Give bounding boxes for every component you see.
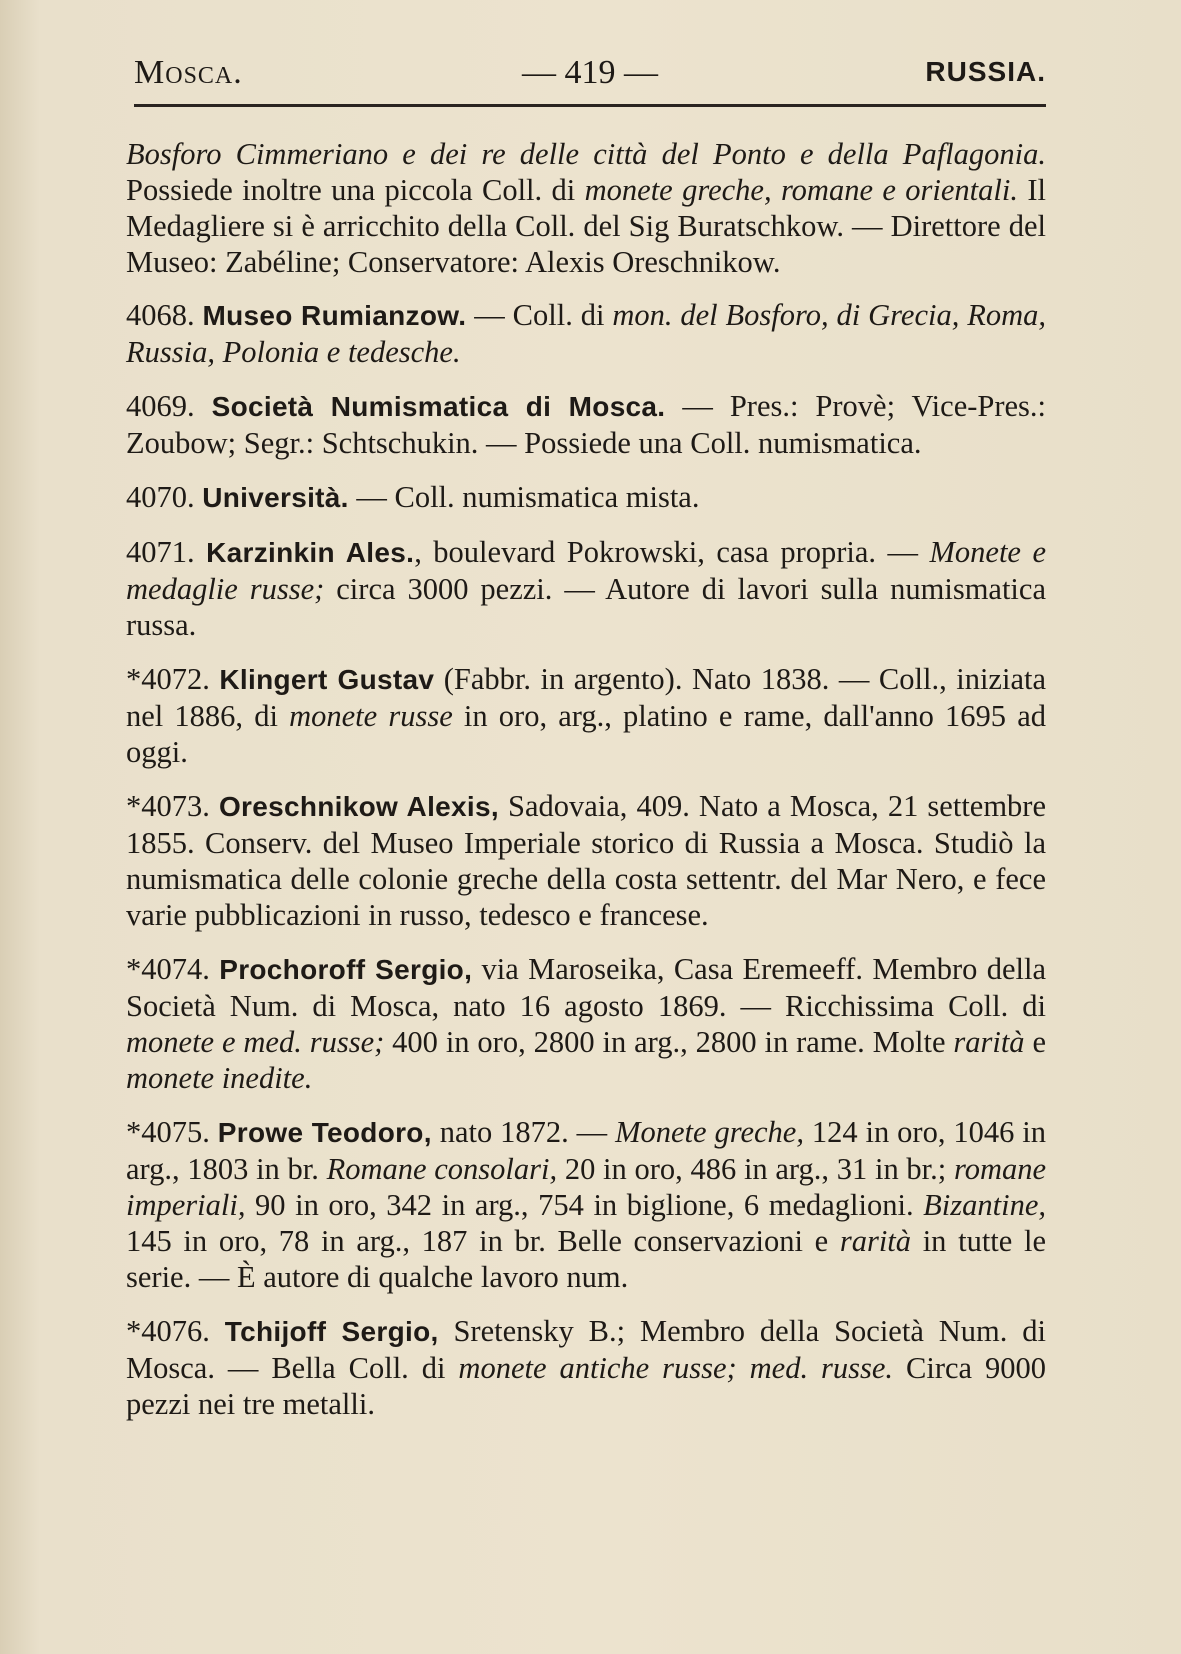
entry-text-italic: monete russe <box>289 699 453 733</box>
entry-number: *4075. <box>126 1115 210 1149</box>
entry-4072 <box>126 661 1046 770</box>
entry-text-italic: monete antiche russe; med. russe. <box>458 1351 894 1385</box>
entry-number: 4068. <box>126 298 195 332</box>
entry-text-italic: rarità <box>839 1224 912 1258</box>
entry-4076 <box>126 1313 1046 1422</box>
entry-name: Prochoroff Sergio, <box>219 954 473 985</box>
entry-number: 4070. <box>126 480 195 514</box>
header-rule <box>134 104 1046 107</box>
entry-text: in tutte le serie. — È autore di qualche lavoro num. <box>126 1224 1046 1294</box>
header-country: RUSSIA. <box>925 56 1046 87</box>
entry-4075 <box>126 1114 1046 1295</box>
entry-text-italic: romane imperiali, <box>126 1152 1047 1222</box>
entry-text: 20 in oro, 486 in arg., 31 in br.; <box>557 1152 954 1186</box>
entry-text-italic: rarità <box>953 1025 1025 1059</box>
entry-text: e <box>1024 1025 1046 1059</box>
entry-number: 4069. <box>126 389 195 423</box>
entry-text: , boulevard Pokrowski, casa propria. — <box>414 535 930 569</box>
page-number: — 419 — <box>522 54 658 91</box>
entry-number: *4076. <box>126 1314 210 1348</box>
entry-name: Karzinkin Ales. <box>206 537 415 568</box>
entry-number: *4074. <box>126 952 210 986</box>
entry-text: 400 in oro, 2800 in arg., 2800 in rame. Molte <box>384 1025 954 1059</box>
entry-text-italic: monete greche, romane e orientali. <box>584 173 1018 207</box>
entry-text: nato 1872. — <box>431 1115 616 1149</box>
entry-text: 145 in oro, 78 in arg., 187 in br. Belle conservazioni e <box>126 1224 840 1258</box>
entry-number: *4072. <box>126 662 210 696</box>
entry-text-italic: Monete greche, <box>615 1115 804 1149</box>
entry-text-italic: Monete e medaglie russe; <box>126 535 1046 606</box>
entry-text: Il Medagliere si è arricchito della Coll. del Sig Buratschkow. — Direttore del Museo: Zabéline; Conservatore: Alexis Oreschnikow. <box>126 173 1046 279</box>
entry-text: Sadovaia, 409. Nato a Mosca, 21 settembre 1855. Conserv. del Museo Imperiale storico di Russia a Mosca. Studiò la numismatica delle colonie greche della costa settentr. del Mar Nero, e fece varie pubblicazioni in russo, tedesco e francese. <box>126 789 1046 932</box>
entry-text: 90 in oro, 342 in arg., 754 in biglione, 6 medaglioni. <box>245 1188 924 1222</box>
entry-text: in oro, arg., platino e rame, dall'anno 1695 ad oggi. <box>126 699 1046 769</box>
entry-name: Klingert Gustav <box>219 664 435 695</box>
entry-4071 <box>126 534 1046 643</box>
entry-4073 <box>126 788 1046 933</box>
running-header <box>134 48 1046 98</box>
entry-4070 <box>126 479 1046 516</box>
entry-name: Società Numismatica di Mosca. <box>211 391 666 422</box>
entry-text: Possiede inoltre una piccola Coll. di <box>126 173 585 207</box>
entry-4074 <box>126 951 1046 1096</box>
entry-continuation <box>126 136 1046 280</box>
entry-text: — Pres.: Provè; Vice-Pres.: Zoubow; Segr.: Schtschukin. — Possiede una Coll. numismatica. <box>126 389 1047 460</box>
entry-text-italic: monete e med. russe; <box>126 1025 385 1059</box>
entry-text: via Maroseika, Casa Eremeeff. Membro della Società Num. di Mosca, nato 16 agosto 1869. — Ricchissima Coll. di <box>126 952 1046 1023</box>
entry-text: 124 in oro, 1046 in arg., 1803 in br. <box>126 1115 1047 1186</box>
entry-text-italic: mon. del Bosforo, di Grecia, Roma, Russia, Polonia e tedesche. <box>126 298 1047 369</box>
entry-text-italic: monete inedite. <box>126 1061 313 1095</box>
entry-name: Tchijoff Sergio, <box>224 1316 439 1347</box>
entry-number: *4073. <box>126 789 210 823</box>
entry-number: 4071. <box>126 535 195 569</box>
entry-name: Museo Rumianzow. <box>202 300 467 331</box>
entry-text: Circa 9000 pezzi nei tre metalli. <box>126 1351 1046 1421</box>
entry-text: circa 3000 pezzi. — Autore di lavori sulla numismatica russa. <box>126 572 1046 642</box>
entry-name: Prowe Teodoro, <box>217 1117 432 1148</box>
entry-name: Università. <box>202 482 349 513</box>
entry-text: Sretensky B.; Membro della Società Num. di Mosca. — Bella Coll. di <box>126 1314 1046 1385</box>
entry-4068 <box>126 297 1046 370</box>
entry-name: Oreschnikow Alexis, <box>218 791 499 822</box>
entry-text-italic: Bosforo Cimmeriano e dei re delle città del Ponto e della Paflagonia. <box>126 137 1046 171</box>
entry-text: — Coll. di <box>466 298 613 332</box>
entry-text: — Coll. numismatica mista. <box>348 480 700 514</box>
entry-text-italic: Bizantine, <box>923 1188 1046 1222</box>
page-body <box>126 136 1046 1440</box>
entry-text-italic: Romane consolari, <box>326 1152 558 1186</box>
header-city: Mosca. <box>134 54 243 91</box>
entry-4069 <box>126 388 1046 461</box>
entry-text: (Fabbr. in argento). Nato 1838. — Coll., iniziata nel 1886, di <box>126 662 1046 733</box>
